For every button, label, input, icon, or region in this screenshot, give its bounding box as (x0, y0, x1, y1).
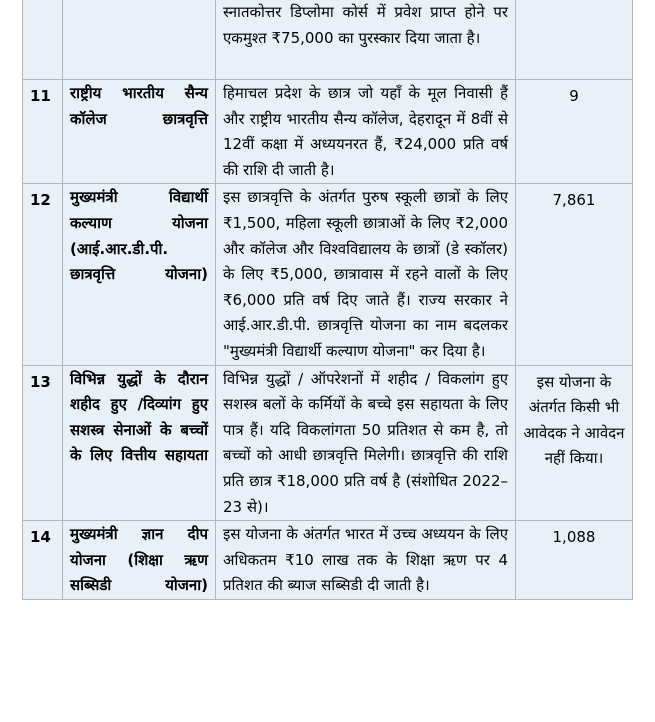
beneficiary-count: 9 (516, 80, 633, 184)
row-number: 13 (23, 365, 63, 521)
row-number: 11 (23, 80, 63, 184)
row-number: 14 (23, 521, 63, 600)
scheme-name: मुख्यमंत्री ज्ञान दीप योजना (शिक्षा ऋण सब्सिडी योजना) (63, 521, 216, 600)
scheme-name: विभिन्न युद्धों के दौरान शहीद हुए /दिव्यांग हुए सशस्त्र सेनाओं के बच्चों के लिए वित्तीय सहायता (63, 365, 216, 521)
beneficiary-count: 1,088 (516, 521, 633, 600)
scheme-name: मुख्यमंत्री विद्यार्थी कल्याण योजना (आई.आर.डी.पी. छात्रवृत्ति योजना) (63, 184, 216, 365)
scheme-description: हिमाचल प्रदेश के छात्र जो यहाँ के मूल निवासी हैं और राष्ट्रीय भारतीय सैन्य कॉलेज, देहरादून में 8वीं से 12वीं कक्षा में अध्ययनरत हैं, ₹24,000 प्रति वर्ष की राशि दी जाती है। (216, 80, 516, 184)
scheme-name (63, 0, 216, 80)
beneficiary-count: इस योजना के अंतर्गत किसी भी आवेदक ने आवेदन नहीं किया। (516, 365, 633, 521)
beneficiary-count (516, 0, 633, 80)
beneficiary-count: 7,861 (516, 184, 633, 365)
row-number: 12 (23, 184, 63, 365)
table-row (23, 521, 633, 600)
scholarship-table (22, 0, 633, 600)
scheme-description: स्नातकोत्तर डिप्लोमा कोर्स में प्रवेश प्राप्त होने पर एकमुश्त ₹75,000 का पुरस्कार दिया जाता है। (216, 0, 516, 80)
scheme-description: इस छात्रवृत्ति के अंतर्गत पुरुष स्कूली छात्रों के लिए ₹1,500, महिला स्कूली छात्राओं के लिए ₹2,000 और कॉलेज और विश्वविद्यालय के छात्रों (डे स्कॉलर) के लिए ₹5,000, छात्रावास में रहने वालों के लिए ₹6,000 प्रति वर्ष दिए जाते हैं। राज्य सरकार ने आई.आर.डी.पी. छात्रवृत्ति योजना का नाम बदलकर "मुख्यमंत्री विद्यार्थी कल्याण योजना" कर दिया है। (216, 184, 516, 365)
table-row (23, 184, 633, 365)
scheme-description: इस योजना के अंतर्गत भारत में उच्च अध्ययन के लिए अधिकतम ₹10 लाख तक के शिक्षा ऋण पर 4 प्रतिशत की ब्याज सब्सिडी दी जाती है। (216, 521, 516, 600)
row-number (23, 0, 63, 80)
table-row (23, 80, 633, 184)
table-row (23, 365, 633, 521)
scheme-name: राष्ट्रीय भारतीय सैन्य कॉलेज छात्रवृत्ति (63, 80, 216, 184)
scheme-description: विभिन्न युद्धों / ऑपरेशनों में शहीद / विकलांग हुए सशस्त्र बलों के कर्मियों के बच्चे इस सहायता के लिए पात्र हैं। यदि विकलांगता 50 प्रतिशत से कम है, तो बच्चों को आधी छात्रवृत्ति मिलेगी। छात्रवृत्ति की राशि प्रति छात्र ₹18,000 प्रति वर्ष है (संशोधित 2022–23 से)। (216, 365, 516, 521)
table-row (23, 0, 633, 80)
